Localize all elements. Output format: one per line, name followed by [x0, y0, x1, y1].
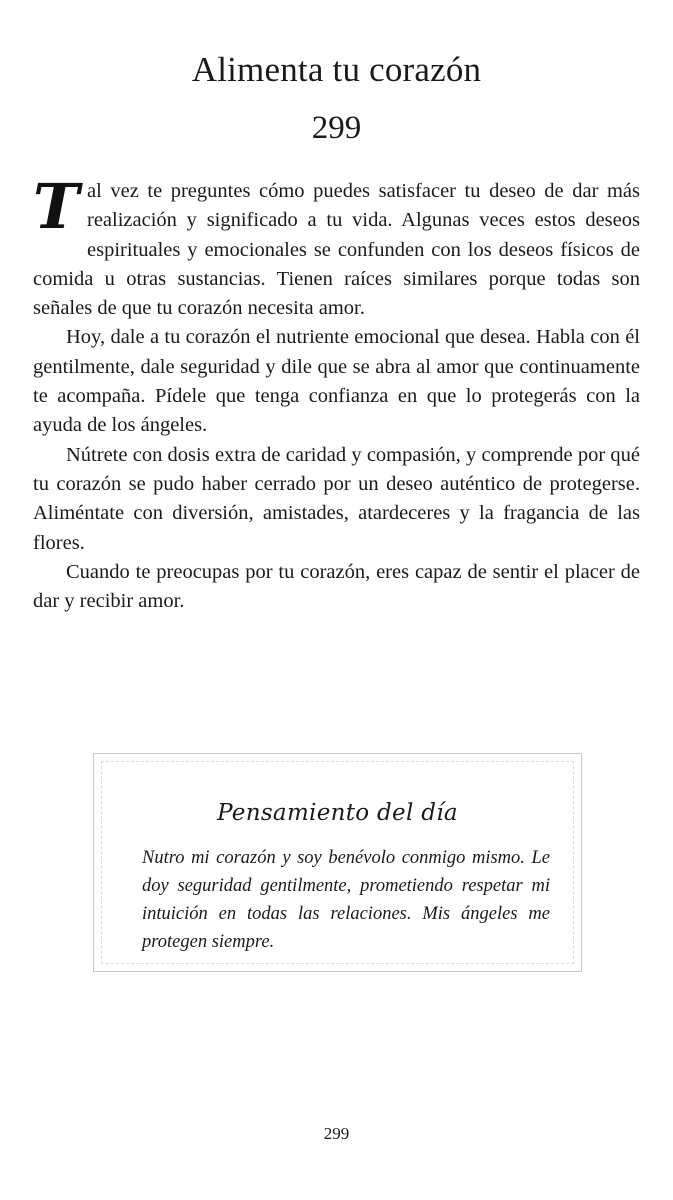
paragraph-3: Nútrete con dosis extra de caridad y compasión, y comprende por qué tu corazón se pudo haber cerrado por un deseo auténtico de protegerse. Aliméntate con diversión, amistades, atardeceres y la fragancia de las flores. — [33, 443, 640, 554]
page-number: 299 — [323, 1124, 350, 1143]
thought-of-day-text: Nutro mi corazón y soy benévolo conmigo mismo. Le doy seguridad gentilmente, prometiendo respetar mi intuición en todas las relaciones. Mis ángeles me protegen siempre. — [142, 848, 550, 952]
paragraph-2: Hoy, dale a tu corazón el nutriente emocional que desea. Habla con él gentilmente, dale seguridad y dile que se abra al amor que continuamente te acompaña. Pídele que tenga confianza en que lo protegerás con la ayuda de los ángeles. — [33, 326, 640, 437]
page-title: Alimenta tu corazón — [191, 50, 482, 89]
entry-number: 299 — [311, 110, 362, 146]
drop-cap: T — [33, 170, 80, 243]
paragraph-1 — [33, 170, 640, 323]
paragraph-1-text: al vez te preguntes cómo puedes satisfacer tu deseo de dar más realización y significado a tu vida. Algunas veces estos deseos espirituales y emocionales se confunden con los deseos físicos de comida u otras sustancias. Tienen raíces similares porque todas son señales de que tu corazón necesita amor. — [33, 180, 640, 320]
thought-of-day-heading: Pensamiento del día — [217, 800, 458, 826]
paragraph-4: Cuando te preocupas por tu corazón, eres capaz de sentir el placer de dar y recibir amor. — [33, 560, 640, 613]
body-text — [33, 170, 640, 616]
